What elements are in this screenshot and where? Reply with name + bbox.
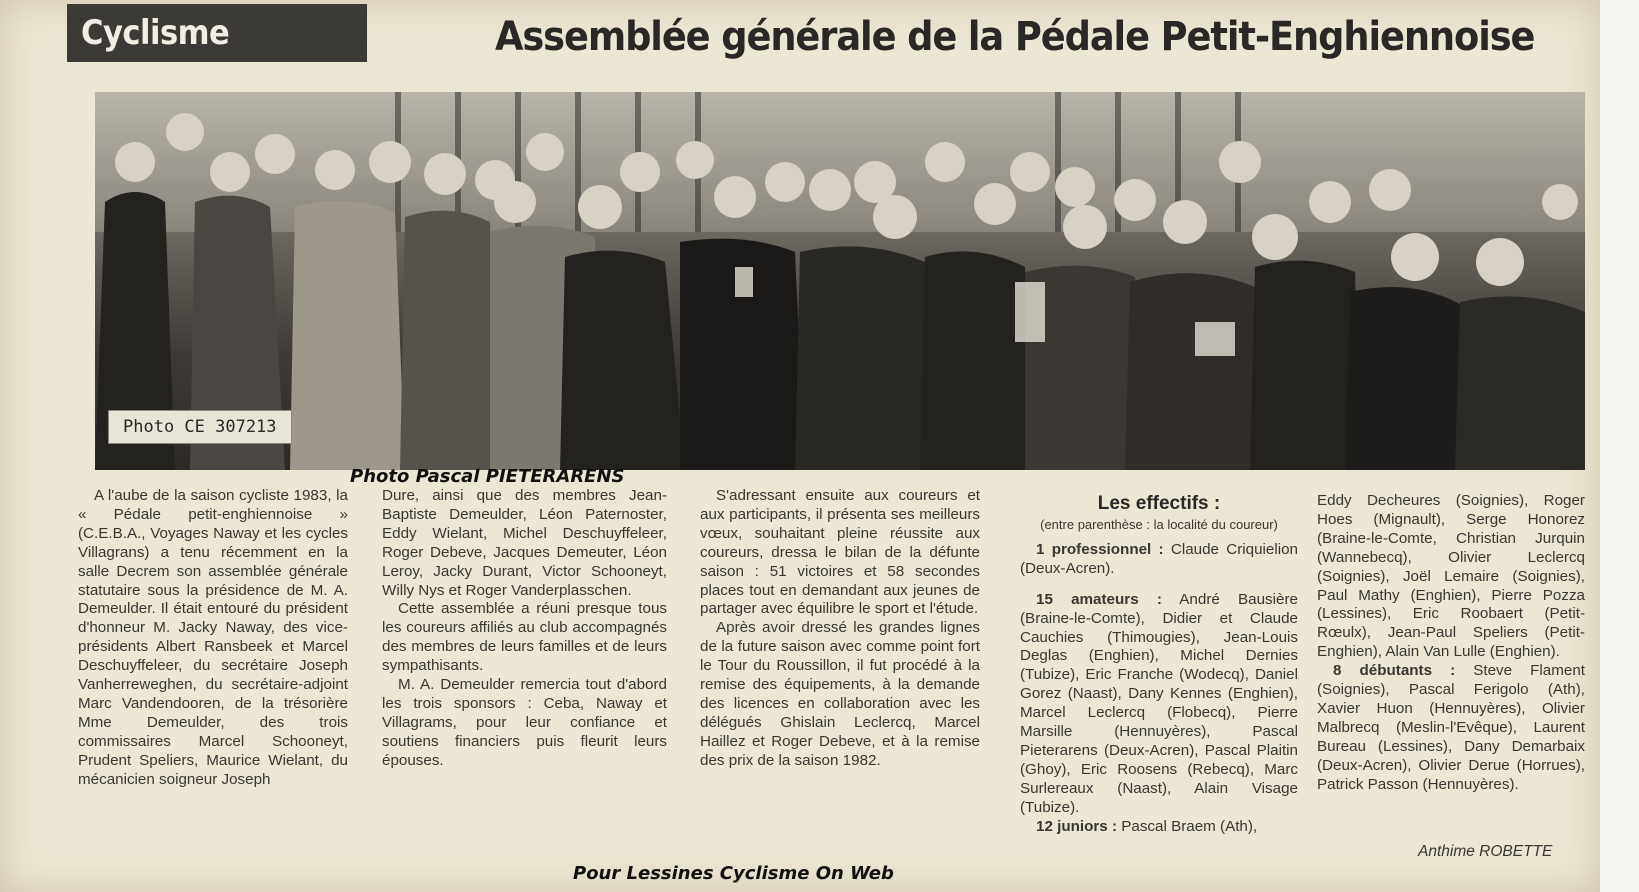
paragraph: Après avoir dressé les grandes lignes de la future saison avec comme point fort le Tour du Roussillon, il fut procédé à la remise des équipements, à la demande des licences en collaboration avec les délégués Ghislain Leclercq, Marcel Haillez et Roger Debeve, et à la remise des prix de la saison 1982.: [700, 619, 980, 769]
paragraph: M. A. Demeulder remercia tout d'abord les trois sponsors : Ceba, Naway et Villagrams, pour leur confiance et soutiens financiers puis fleurit leurs épouses.: [382, 676, 667, 769]
paragraph: Cette assemblée a réuni presque tous les coureurs affiliés au club accompagnés des membres de leurs familles et de leurs sympathisants.: [382, 600, 667, 675]
effectifs-title: Les effectifs :: [1097, 493, 1221, 514]
juniors-label: 12 juniors :: [1036, 817, 1118, 835]
paragraph: A l'aube de la saison cycliste 1983, la « Pédale petit-enghiennoise » (C.E.B.A., Voyages Naway et les cycles Villagrans) a tenu récemment en la salle Decrem son assemblée générale statutaire sous la présidence de M. A. Demeulder. Il était entouré du président d'honneur M. Jacky Naway, des vice-présidents Albert Ransbeek et Marcel Deschuyffeleer, du secrétaire Joseph Vanherreweghen, du secrétaire-adjoint Marc Vandendooren, de la trésorière Mme Demeulder, des trois commissaires Marcel Schooneyt, Prudent Speliers, Maurice Wielant, du mécanicien soigneur Joseph: [78, 487, 348, 788]
section-rubric: Cyclisme: [67, 4, 367, 62]
article-column-3: [700, 487, 980, 771]
effectifs-column-continued: [1317, 492, 1585, 795]
professionnel-text: Claude Criquielion (Deux-Acren).: [1020, 540, 1298, 577]
effectifs-subtitle: (entre parenthèse : la localité du coureur): [1040, 517, 1278, 532]
article-column-2: [382, 487, 667, 771]
juniors-entry: [1020, 818, 1298, 837]
effectifs-column: [1020, 490, 1298, 837]
professionnel-entry: [1020, 541, 1298, 579]
article-headline: Assemblée générale de la Pédale Petit-Enghiennoise: [495, 14, 1535, 60]
paragraph: Dure, ainsi que des membres Jean-Baptiste Demeulder, Léon Paternoster, Eddy Wielant, Michel Deschuyffeleer, Roger Debeve, Jacques Demeuter, Léon Leroy, Jacky Durant, Victor Schooneyt, Willy Nys et Roger Vanderplasschen.: [382, 487, 667, 599]
juniors-continued: Eddy Decheures (Soignies), Roger Hoes (Mignault), Serge Honorez (Braine-le-Comte, Christian Jurquin (Wannebecq), Olivier Leclercq (Soignies), Joël Lemaire (Soignies), Paul Mathy (Enghien), Pierre Pozza (Lessines), Eric Roobaert (Petit-Rœulx), Jean-Paul Speliers (Petit-Enghien), Alain Van Lulle (Enghien).: [1317, 492, 1585, 661]
author-signature: Anthime ROBETTE: [1418, 843, 1553, 860]
amateurs-entry: [1020, 591, 1298, 818]
debutants-label: 8 débutants :: [1333, 662, 1456, 680]
group-photo: [95, 92, 1585, 470]
juniors-text: Pascal Braem (Ath),: [1121, 817, 1258, 835]
source-footer: Pour Lessines Cyclisme On Web: [573, 863, 894, 884]
group-photo-illustration: [95, 92, 1585, 470]
paragraph: S'adressant ensuite aux coureurs et aux participants, il présenta ses meilleurs vœux, souhaitant pleine réussite aux coureurs, dressa le bilan de la défunte saison : 51 victoires et 58 secondes places tout en demandant aux jeunes de partager avec équilibre le sport et l'étude.: [700, 487, 980, 618]
debutants-text: Steve Flament (Soignies), Pascal Ferigolo (Ath), Xavier Huon (Hennuyères), Olivier Malbrecq (Meslin-l'Evêque), Laurent Bureau (Lessines), Dany Demarbaix (Deux-Acren), Olivier Derue (Horrues), Patrick Passon (Hennuyères).: [1317, 662, 1585, 793]
page-margin: [1600, 0, 1639, 892]
professionnel-label: 1 professionnel :: [1036, 540, 1164, 558]
photo-reference-tag: Photo CE 307213: [108, 410, 292, 444]
photo-credit: Photo Pascal PIETERARENS: [350, 466, 625, 487]
amateurs-label: 15 amateurs :: [1036, 590, 1162, 608]
article-column-1: [78, 487, 348, 790]
debutants-entry: [1317, 662, 1585, 794]
amateurs-text: André Bausière (Braine-le-Comte), Didier et Claude Cauchies (Thimougies), Jean-Louis Deglas (Enghien), Michel Dernies (Tubize), Eric Franche (Wodecq), Daniel Gorez (Naast), Dany Kennes (Enghien), Marcel Leclercq (Flobecq), Pierre Marsille (Hennuyères), Pascal Pieterarens (Deux-Acren), Pascal Plaitin (Ghoy), Eric Roosens (Rebecq), Marc Surlereaux (Naast), Alain Visage (Tubize).: [1020, 590, 1298, 816]
